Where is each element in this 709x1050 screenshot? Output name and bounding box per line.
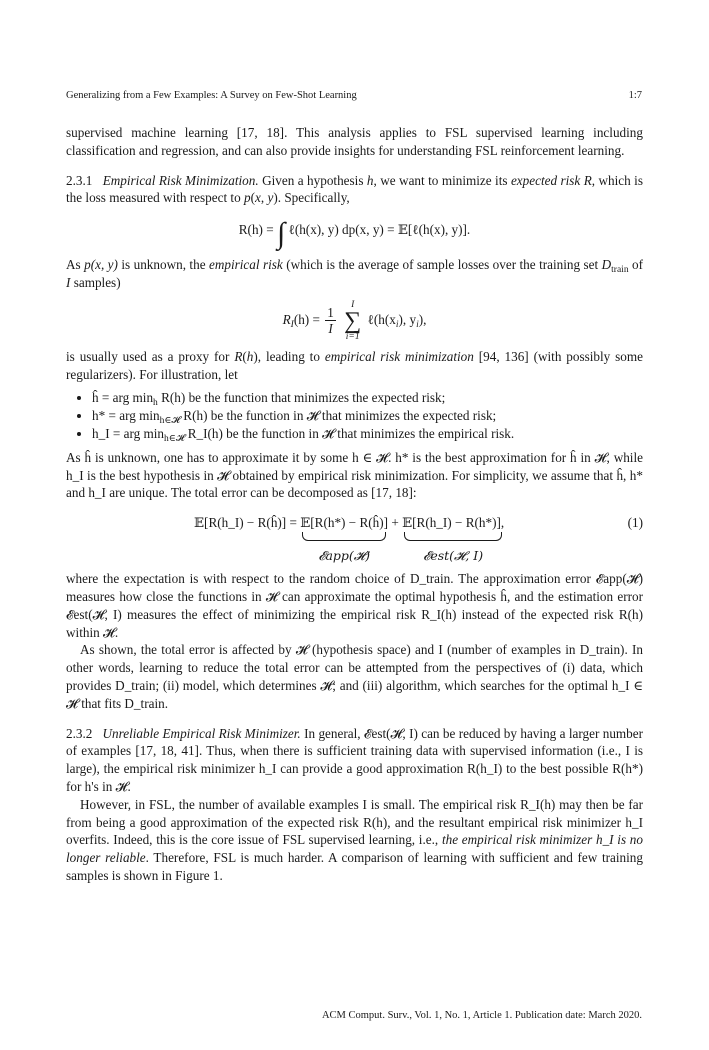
paragraph-empirical-risk: As p(x, y) is unknown, the empirical risk (which is the average of sample losses over the training set $D_{train}$ of I samples) <box>66 257 644 290</box>
term-empirical-risk: empirical risk <box>209 257 283 273</box>
list-item: • ĥ = arg $\min_h R(h)$ be the function that minimizes the expected risk; <box>92 389 643 407</box>
running-header-title: Generalizing from a Few Examples: A Survey on Few-Shot Learning <box>66 90 357 101</box>
integral-sign: ∫ <box>276 217 286 251</box>
equation-empirical-risk: $R_I(h)$ = $\frac{1}{I}$ I ∑ i=1 $\ell(h(x_i)$, $y_i$), <box>282 299 427 342</box>
summation-sign: I ∑ i=1 <box>344 299 362 342</box>
page-number: 1:7 <box>628 90 642 101</box>
section-title: Empirical Risk Minimization. <box>102 172 259 188</box>
underbrace-est: 𝔼[R(h_I) − R(h*)], 𝓔est(𝓗, I) <box>402 515 505 563</box>
paragraph-intro: supervised machine learning [17, 18]. This analysis applies to FSL supervised learning including classification and regression, and can also provide insights for understanding FSL reinforcement learning. <box>66 125 643 158</box>
term-expected-risk: expected risk R <box>510 172 592 188</box>
page-body <box>66 124 643 885</box>
list-item: • h_I = arg $\min_{h\in 𝓗}$ R_I(h) be the function in 𝓗 that minimizes the empirical risk. <box>92 425 643 443</box>
section-title: Unreliable Empirical Risk Minimizer. <box>102 725 301 741</box>
equation-error-decomposition: 𝔼[R(h_I) − R(ĥ)] = 𝔼[R(h*) − R(ĥ)] 𝓔app(𝓗) + 𝔼[R(h_I) − R(h*)], 𝓔est(𝓗, I) (1) <box>194 515 643 563</box>
page-footer: ACM Comput. Surv., Vol. 1, No. 1, Article 1. Publication date: March 2020. <box>321 1010 642 1021</box>
section-2-3-1: 2.3.1 Empirical Risk Minimization. Given a hypothesis h, we want to minimize its expected risk R, which is the loss measured with respect to p(x, y). Specifically, <box>66 172 643 206</box>
section-number: 2.3.2 <box>66 725 93 741</box>
equation-expected-risk: R(h) = ∫ ℓ(h(x), y) dp(x, y) = 𝔼[ℓ(h(x), y)]. <box>238 217 471 251</box>
equation-number: (1) <box>627 515 643 531</box>
fraction: $\frac{1}{I}$ <box>327 305 334 337</box>
section-number: 2.3.1 <box>66 172 93 188</box>
paragraph-fsl: However, in FSL, the number of available examples I is small. The empirical risk R_I(h) may then be far from being a good approximation of the expected risk R(h), and the resultant empirical risk minimizer h_I overfits. Indeed, this is the core issue of FSL supervised learning, i.e., the empirical risk minimizer h_I is no longer reliable. Therefore, FSL is much harder. A comparison of learning with sufficient and few training samples is shown in Figure 1. <box>66 796 643 883</box>
paragraph-decomposition: As ĥ is unknown, one has to approximate it by some h ∈ 𝓗. h* is the best approximation for ĥ in 𝓗, while h_I is the best hypothesis in 𝓗 obtained by empirical risk minimization. For simplicity, we assume that ĥ, h* and h_I are unique. The total error can be decomposed as [17, 18]: <box>66 449 643 501</box>
paragraph-total-error: As shown, the total error is affected by 𝓗 (hypothesis space) and I (number of examples in D_train). In other words, learning to reduce the total error can be attempted from the perspectives of (i) data, which provides D_train; (ii) model, which determines 𝓗; and (iii) algorithm, which searches for the optimal h_I ∈ 𝓗 that fits D_train. <box>66 642 643 711</box>
emphasis-unreliable: the empirical risk minimizer h_I is no longer reliable <box>66 832 643 866</box>
paragraph-proxy: is usually used as a proxy for R(h), leading to empirical risk minimization [94, 136] (with possibly some regularizers). For illustration, let <box>66 348 644 382</box>
underbrace-approx: 𝔼[R(h*) − R(ĥ)] 𝓔app(𝓗) <box>300 515 389 563</box>
list-item: • h* = arg $\min_{h\in 𝓗} R(h)$ be the function in 𝓗 that minimizes the expected risk; <box>92 407 643 425</box>
definition-list <box>66 389 643 442</box>
paragraph-approx-error: where the expectation is with respect to the random choice of D_train. The approximation error 𝓔app(𝓗) measures how close the functions in 𝓗 can approximate the optimal hypothesis ĥ, and the estimation error 𝓔est(𝓗, I) measures the effect of minimizing the empirical risk R_I(h) instead of the expected risk R(h) within 𝓗. <box>66 571 643 640</box>
term-erm: empirical risk minimization <box>324 348 474 364</box>
section-2-3-2: 2.3.2 Unreliable Empirical Risk Minimizer. In general, 𝓔est(𝓗, I) can be reduced by having a larger number of examples [17, 18, 41]. Thus, when there is sufficient training data with supervised information (i.e., I is large), the empirical risk minimizer h_I can provide a good approximation R(h_I) to the best possible R(h*) for h's in 𝓗. <box>66 725 644 794</box>
